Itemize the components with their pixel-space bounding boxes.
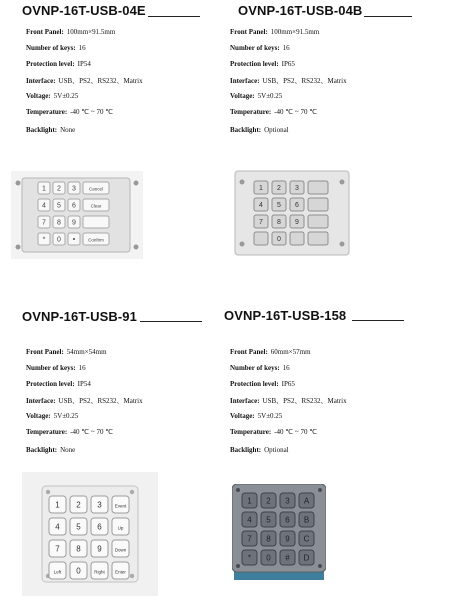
keypad-key xyxy=(280,531,295,546)
keypad-key-label: 4 xyxy=(55,522,60,532)
keypad-key xyxy=(83,233,109,245)
spec-voltage: Voltage: 5V±0.25 xyxy=(230,92,283,100)
keypad-key-label: 7 xyxy=(259,218,263,226)
keypad-key-label: 3 xyxy=(285,496,290,506)
keypad-key xyxy=(308,215,328,228)
spec-voltage: Voltage: 5V±0.25 xyxy=(26,412,79,420)
spec-voltage: Voltage: 5V±0.25 xyxy=(26,92,79,100)
keypad-key-label: C xyxy=(303,534,310,544)
keypad-key xyxy=(280,512,295,527)
spec-temperature: Temperature: -40 ℃ ~ 70 ℃ xyxy=(26,428,114,436)
spec-interface: Interface: USB、PS2、RS232、Matrix xyxy=(26,397,143,405)
keypad-key xyxy=(272,181,286,194)
spec-temperature: Temperature: -40 ℃ ~ 70 ℃ xyxy=(230,108,318,116)
spec-number-of-keys: Number of keys: 16 xyxy=(26,364,86,372)
keypad-key-label: 6 xyxy=(97,522,102,532)
keypad-key xyxy=(308,198,328,211)
keypad-key xyxy=(70,540,87,557)
keypad-key xyxy=(280,493,295,508)
keypad-key-label: Up xyxy=(117,525,124,531)
keypad-key-label: 9 xyxy=(97,544,102,554)
keypad-key xyxy=(261,550,276,565)
keypad-key xyxy=(254,232,268,245)
keypad-key-label: 2 xyxy=(57,185,61,193)
keypad-key xyxy=(261,531,276,546)
keypad-key xyxy=(49,518,66,535)
keypad-key xyxy=(299,531,314,546)
keypad-key xyxy=(242,493,257,508)
keypad-key xyxy=(254,181,268,194)
keypad-key xyxy=(38,216,50,228)
keypad-key xyxy=(49,562,66,579)
keypad-key xyxy=(91,496,108,513)
keypad-key-label: 5 xyxy=(57,202,61,210)
spec-interface: Interface: USB、PS2、RS232、Matrix xyxy=(26,77,143,85)
keypad-key-label: Event xyxy=(114,503,127,509)
keypad-image xyxy=(234,170,350,256)
keypad-image xyxy=(10,170,144,260)
product-title: OVNP-16T-USB-04E xyxy=(22,3,146,18)
keypad-key-label: 5 xyxy=(76,522,81,532)
keypad-key-label: 7 xyxy=(55,544,60,554)
keypad-key xyxy=(70,496,87,513)
spec-interface: Interface: USB、PS2、RS232、Matrix xyxy=(230,397,347,405)
title-underline xyxy=(140,321,202,322)
keypad-key-label: 5 xyxy=(277,201,281,209)
spec-protection-level: Protection level: IP65 xyxy=(230,60,295,68)
keypad-key-label: 8 xyxy=(277,218,281,226)
keypad-key-label: Left xyxy=(53,569,62,575)
keypad-key xyxy=(299,493,314,508)
product-title: OVNP-16T-USB-158 xyxy=(224,308,347,323)
keypad-key-label: B xyxy=(303,515,310,525)
keypad-key xyxy=(91,540,108,557)
spec-temperature: Temperature: -40 ℃ ~ 70 ℃ xyxy=(230,428,318,436)
keypad-key xyxy=(70,518,87,535)
keypad-key xyxy=(112,540,129,557)
title-underline xyxy=(148,16,200,17)
keypad-key-label: 8 xyxy=(266,534,271,544)
keypad-key-label: Cancel xyxy=(88,186,104,192)
keypad-key xyxy=(242,550,257,565)
spec-number-of-keys: Number of keys: 16 xyxy=(26,44,86,52)
keypad-key-label: * xyxy=(42,236,46,244)
keypad-key xyxy=(242,512,257,527)
spec-protection-level: Protection level: IP54 xyxy=(26,380,91,388)
keypad-key xyxy=(38,233,50,245)
keypad-key-label: • xyxy=(72,236,76,244)
spec-backlight: Backlight: None xyxy=(26,446,76,454)
title-underline xyxy=(352,320,404,321)
keypad-key xyxy=(308,181,328,194)
keypad-key-label: 0 xyxy=(277,235,281,243)
keypad-key-label: 7 xyxy=(42,219,46,227)
keypad-key-label: 8 xyxy=(76,544,81,554)
keypad-key-label: 0 xyxy=(57,236,61,244)
spec-backlight: Backlight: Optional xyxy=(230,446,289,454)
keypad-key-label: Clear xyxy=(90,203,102,209)
spec-front-panel: Front Panel: 54mm×54mm xyxy=(26,348,107,356)
keypad-key xyxy=(299,512,314,527)
keypad-key xyxy=(290,215,304,228)
keypad-key xyxy=(53,182,65,194)
spec-front-panel: Front Panel: 100mm×91.5mm xyxy=(26,28,116,36)
spec-protection-level: Protection level: IP65 xyxy=(230,380,295,388)
keypad-image xyxy=(22,472,158,596)
keypad-key xyxy=(70,562,87,579)
keypad-key-label: 5 xyxy=(266,515,271,525)
keypad-key xyxy=(83,216,109,228)
product-title: OVNP-16T-USB-91 xyxy=(22,309,137,324)
keypad-key-label: 4 xyxy=(259,201,263,209)
keypad-key xyxy=(272,198,286,211)
keypad-key-label: 1 xyxy=(55,500,60,510)
keypad-key-label: 1 xyxy=(247,496,252,506)
keypad-key-label: D xyxy=(303,553,310,563)
keypad-key-label: 0 xyxy=(266,553,271,563)
keypad-key xyxy=(254,215,268,228)
keypad-key-label: 2 xyxy=(266,496,271,506)
keypad-key xyxy=(49,540,66,557)
keypad-key-label: 6 xyxy=(285,515,290,525)
keypad-key xyxy=(261,512,276,527)
keypad-key-label: 2 xyxy=(277,184,281,192)
keypad-key-label: 0 xyxy=(76,566,81,576)
keypad-key-label: Enter xyxy=(115,569,126,575)
keypad-key-label: 3 xyxy=(97,500,102,510)
keypad-key-label: Right xyxy=(94,569,105,575)
keypad-key xyxy=(38,199,50,211)
keypad-key-label: 3 xyxy=(295,184,299,192)
spec-temperature: Temperature: -40 ℃ ~ 70 ℃ xyxy=(26,108,114,116)
keypad-key xyxy=(261,493,276,508)
spec-number-of-keys: Number of keys: 16 xyxy=(230,44,290,52)
keypad-key xyxy=(254,198,268,211)
keypad-key xyxy=(53,233,65,245)
title-underline xyxy=(364,16,412,17)
product-title: OVNP-16T-USB-04B xyxy=(238,3,363,18)
keypad-key-label: 2 xyxy=(76,500,81,510)
keypad-key xyxy=(290,181,304,194)
keypad-key xyxy=(53,216,65,228)
keypad-key xyxy=(290,198,304,211)
keypad-key-label: 9 xyxy=(285,534,290,544)
keypad-key-label: 9 xyxy=(72,219,76,227)
spec-front-panel: Front Panel: 60mm×57mm xyxy=(230,348,311,356)
spec-voltage: Voltage: 5V±0.25 xyxy=(230,412,283,420)
keypad-key xyxy=(38,182,50,194)
keypad-key xyxy=(83,199,109,211)
keypad-key xyxy=(83,182,109,194)
keypad-key-label: 4 xyxy=(247,515,252,525)
keypad-key xyxy=(290,232,304,245)
keypad-key xyxy=(91,518,108,535)
keypad-key xyxy=(112,518,129,535)
keypad-key xyxy=(299,550,314,565)
keypad-key-label: 9 xyxy=(295,218,299,226)
keypad-key xyxy=(112,496,129,513)
keypad-key xyxy=(68,199,80,211)
keypad-image xyxy=(232,484,326,582)
spec-backlight: Backlight: None xyxy=(26,126,76,134)
spec-number-of-keys: Number of keys: 16 xyxy=(230,364,290,372)
spec-protection-level: Protection level: IP54 xyxy=(26,60,91,68)
keypad-key-label: Confirm xyxy=(88,237,104,243)
keypad-key-label: 6 xyxy=(295,201,299,209)
keypad-key xyxy=(68,233,80,245)
keypad-key-label: 4 xyxy=(42,202,46,210)
keypad-key xyxy=(68,216,80,228)
keypad-key-label: 8 xyxy=(57,219,61,227)
keypad-key-label: * xyxy=(247,553,252,563)
keypad-key-label: A xyxy=(303,496,310,506)
spec-interface: Interface: USB、PS2、RS232、Matrix xyxy=(230,77,347,85)
keypad-key xyxy=(242,531,257,546)
keypad-key xyxy=(280,550,295,565)
keypad-key xyxy=(308,232,328,245)
keypad-key xyxy=(49,496,66,513)
keypad-key-label: # xyxy=(285,553,290,563)
spec-front-panel: Front Panel: 100mm×91.5mm xyxy=(230,28,320,36)
keypad-key-label: 1 xyxy=(42,185,46,193)
keypad-key xyxy=(68,182,80,194)
keypad-key-label: Down xyxy=(114,547,127,553)
keypad-key-label: 3 xyxy=(72,185,76,193)
keypad-key xyxy=(272,215,286,228)
keypad-key-label: 1 xyxy=(259,184,263,192)
keypad-key xyxy=(91,562,108,579)
keypad-key xyxy=(272,232,286,245)
keypad-key xyxy=(53,199,65,211)
keypad-key-label: 7 xyxy=(247,534,252,544)
keypad-key xyxy=(112,562,129,579)
spec-backlight: Backlight: Optional xyxy=(230,126,289,134)
keypad-key-label: 6 xyxy=(72,202,76,210)
